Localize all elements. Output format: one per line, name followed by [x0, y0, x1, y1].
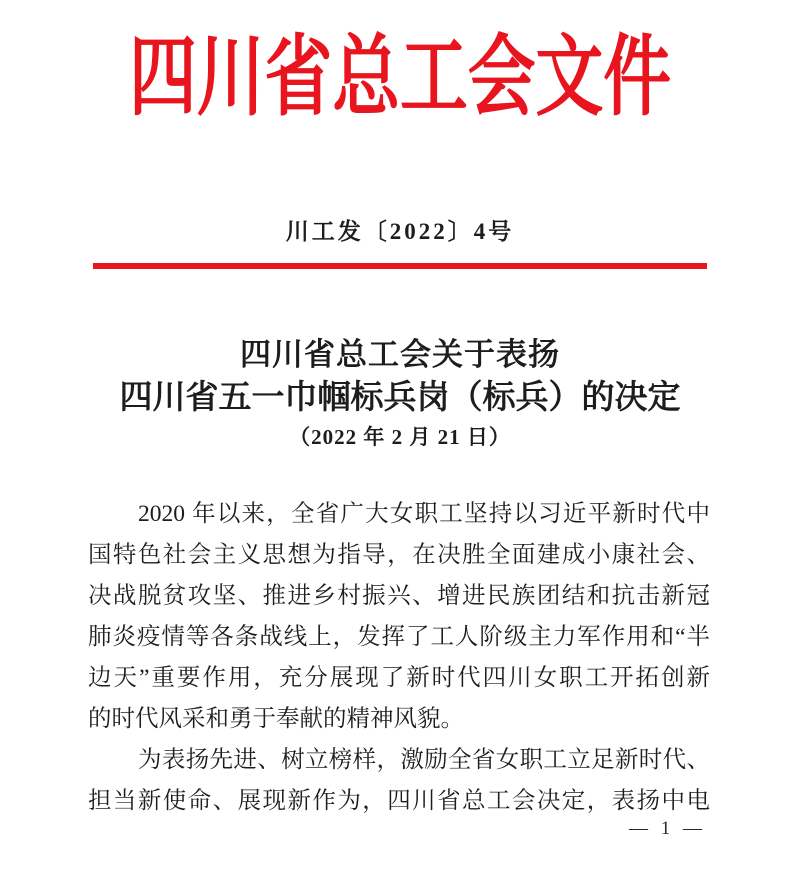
document-title-line2: 四川省五一巾帼标兵岗（标兵）的决定	[119, 380, 681, 416]
document-date: （2022 年 2 月 21 日）	[289, 425, 511, 449]
document-body	[88, 494, 710, 822]
letterhead-title: 四川省总工会文件	[128, 30, 672, 127]
body-line: 国特色社会主义思想为指导，在决胜全面建成小康社会、	[88, 542, 710, 568]
body-line: 边天”重要作用，充分展现了新时代四川女职工开拓创新	[88, 665, 710, 691]
body-line: 为表扬先进、树立榜样，激励全省女职工立足新时代、	[138, 747, 710, 773]
red-divider-line	[93, 263, 707, 269]
body-line: 的时代风采和勇于奉献的精神风貌。	[88, 706, 464, 732]
body-line: 担当新使命、展现新作为，四川省总工会决定，表扬中电	[88, 788, 710, 814]
body-line: 决战脱贫攻坚、推进乡村振兴、增进民族团结和抗击新冠	[88, 583, 710, 609]
body-line: 2020 年以来，全省广大女职工坚持以习近平新时代中	[138, 501, 710, 527]
document-number: 川工发〔2022〕4号	[285, 219, 515, 244]
page-number: — 1 —	[629, 818, 706, 839]
document-title-line1: 四川省总工会关于表扬	[240, 337, 560, 372]
body-line: 肺炎疫情等各条战线上，发挥了工人阶级主力军作用和“半	[88, 624, 710, 650]
